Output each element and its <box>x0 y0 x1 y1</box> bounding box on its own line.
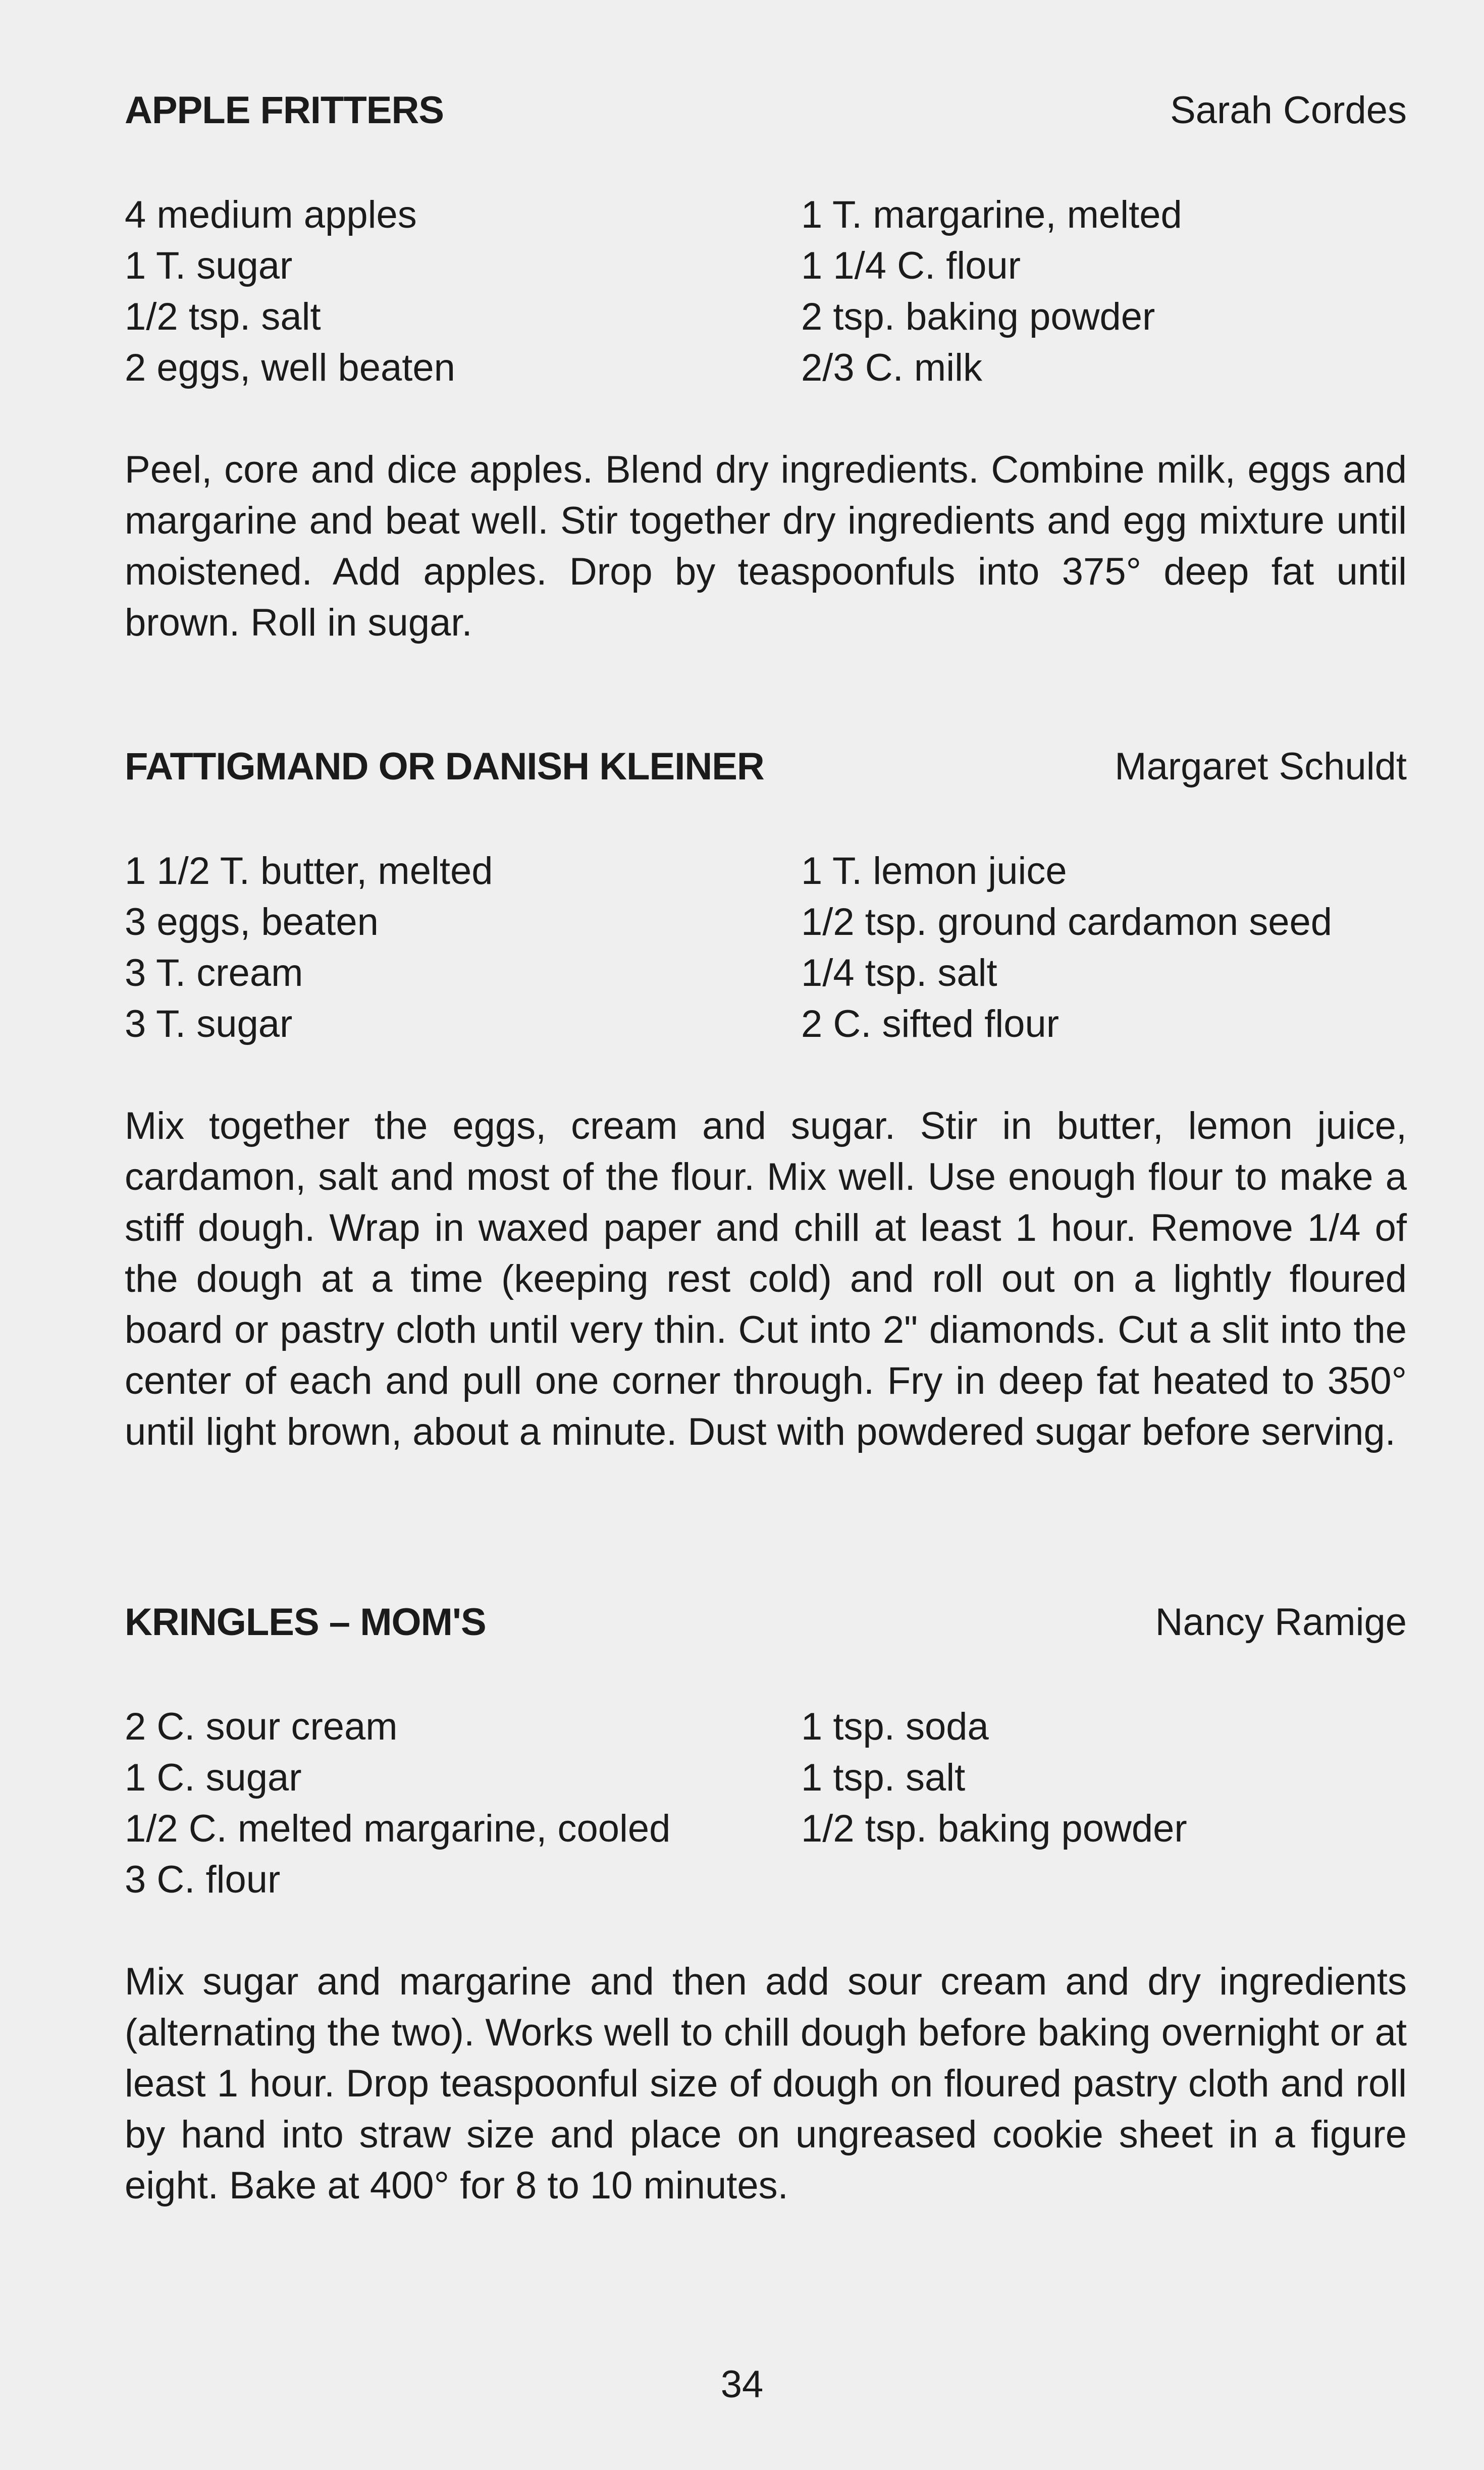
recipe-fattigmand <box>125 745 1407 1457</box>
ingredient-item: 1 C. sugar <box>125 1756 302 1799</box>
ingredient-column-right <box>801 846 1407 1049</box>
ingredient-column-left <box>125 1701 801 1905</box>
ingredient-item: 1 T. sugar <box>125 244 293 287</box>
ingredient-item: 3 T. sugar <box>125 1003 293 1045</box>
ingredient-item: 2 eggs, well beaten <box>125 346 455 389</box>
page-number: 34 <box>720 2363 764 2406</box>
recipe-header <box>125 745 1407 800</box>
ingredient-column-right <box>801 189 1407 393</box>
ingredient-item: 1/2 tsp. ground cardamon seed <box>801 901 1333 943</box>
recipe-title: FATTIGMAND OR DANISH KLEINER <box>125 745 764 788</box>
ingredient-item: 2 C. sifted flour <box>801 1003 1059 1045</box>
ingredient-item: 2 C. sour cream <box>125 1705 398 1748</box>
recipe-instructions: Mix sugar and margarine and then add sour cream and dry ingredients (alternating the two). Works well to chill dough before baking overnight or at least 1 hour. Drop teaspoonful size of dough on floured pastry cloth and roll by hand into straw size and place on ungreased cookie sheet in a figure eight. Bake at 400° for 8 to 10 minutes. <box>125 1960 1407 2207</box>
ingredient-item: 1/2 C. melted margarine, cooled <box>125 1807 671 1850</box>
ingredient-column-left <box>125 846 801 1049</box>
recipe-title: APPLE FRITTERS <box>125 89 444 132</box>
recipe-header <box>125 88 1407 144</box>
recipe-instructions: Peel, core and dice apples. Blend dry ingredients. Combine milk, eggs and margarine and beat well. Stir together dry ingredients and egg mixture until moistened. Add apples. Drop by teaspoonfuls into 375° deep fat until brown. Roll in sugar. <box>125 448 1407 644</box>
ingredient-item: 2/3 C. milk <box>801 346 982 389</box>
ingredient-list <box>125 1701 1407 1905</box>
recipe-title: KRINGLES – MOM'S <box>125 1601 486 1644</box>
ingredient-item: 1 tsp. salt <box>801 1756 966 1799</box>
recipe-instructions: Mix together the eggs, cream and sugar. Stir in butter, lemon juice, cardamon, salt and most of the flour. Mix well. Use enough flour to make a stiff dough. Wrap in waxed paper and chill at least 1 hour. Remove 1/4 of the dough at a time (keeping rest cold) and roll out on a lightly floured board or pastry cloth until very thin. Cut into 2" diamonds. Cut a slit into the center of each and pull one corner through. Fry in deep fat heated to 350° until light brown, about a minute. Dust with powdered sugar before serving. <box>125 1105 1407 1453</box>
recipe-header <box>125 1600 1407 1656</box>
ingredient-item: 1/4 tsp. salt <box>801 952 997 994</box>
ingredient-item: 4 medium apples <box>125 193 417 236</box>
recipe-author: Margaret Schuldt <box>1115 745 1407 788</box>
ingredient-list <box>125 846 1407 1049</box>
ingredient-column-right <box>801 1701 1407 1905</box>
ingredient-item: 1 tsp. soda <box>801 1705 989 1748</box>
recipe-apple-fritters <box>125 88 1407 648</box>
ingredient-item: 1/2 tsp. salt <box>125 295 321 338</box>
recipe-author: Sarah Cordes <box>1170 89 1407 132</box>
ingredient-item: 1 T. lemon juice <box>801 850 1067 892</box>
ingredient-item: 2 tsp. baking powder <box>801 295 1155 338</box>
ingredient-item: 3 C. flour <box>125 1858 281 1901</box>
ingredient-item: 1/2 tsp. baking powder <box>801 1807 1187 1850</box>
ingredient-list <box>125 189 1407 393</box>
ingredient-item: 1 1/2 T. butter, melted <box>125 850 493 892</box>
ingredient-item: 1 T. margarine, melted <box>801 193 1182 236</box>
ingredient-column-left <box>125 189 801 393</box>
recipe-kringles <box>125 1600 1407 2211</box>
ingredient-item: 3 T. cream <box>125 952 303 994</box>
recipe-author: Nancy Ramige <box>1155 1601 1407 1644</box>
ingredient-item: 1 1/4 C. flour <box>801 244 1021 287</box>
ingredient-item: 3 eggs, beaten <box>125 901 379 943</box>
